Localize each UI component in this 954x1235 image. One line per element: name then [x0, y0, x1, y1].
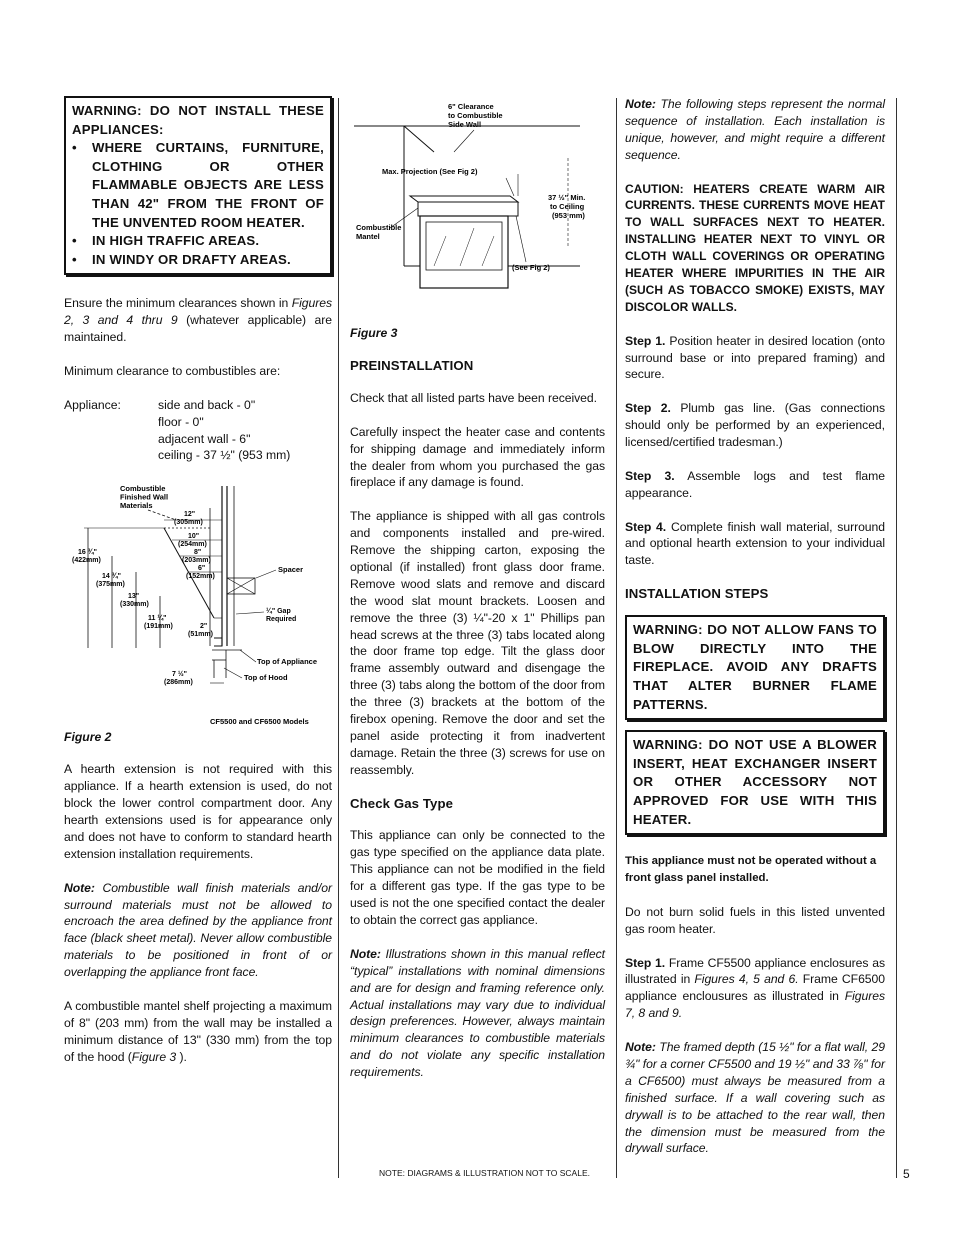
- text-run: ).: [176, 1049, 187, 1064]
- step-text: Position heater in desired location (onto surround base or into prepared framing) and secure.: [625, 333, 885, 382]
- svg-text:2"(51mm): 2" (51mm): [188, 623, 213, 639]
- warning-list: [72, 139, 324, 269]
- note-paragraph: [64, 880, 332, 981]
- column-rule-left: [338, 98, 339, 1178]
- gas-type-paragraph: This appliance can only be connected to the gas type specified on the appliance data plate. This appliance can not be modified in the field for a different gas type. If the gas type to be used is not the one specified contact the dealer to obtain the correct gas appliance.: [350, 828, 605, 928]
- step-text: Plumb gas line. (Gas connections should only be performed by an experienced, licensed/certified tradesman.): [625, 401, 885, 450]
- warning-title: WARNING: DO NOT INSTALL THESE APPLIANCES:: [72, 103, 324, 137]
- note-label: Note:: [625, 1040, 656, 1055]
- page-number: 5: [903, 1167, 910, 1181]
- text-run: A combustible mantel shelf projecting a maximum of 8" (203 mm) from the wall may be installed a minimum distance of 13" (330 mm) from the top of the hood (: [64, 998, 332, 1064]
- fig2-dim-6: 6": [198, 565, 206, 573]
- illustration-note: [350, 946, 605, 1081]
- solid-fuel-warning: Do not burn solid fuels in this listed unvented gas room heater.: [625, 904, 885, 936]
- fig2-dim-16: 16 ¾": [78, 549, 97, 557]
- svg-text:CombustibleMantel: Combustible Mantel: [356, 223, 402, 241]
- fig3-projection: Max. Projection (See Fig 2): [382, 167, 478, 176]
- note-text: The framed depth (15 ½" for a flat wall, 29 ¾" for a corner CF5500 and 19 ½" and 33 ⅞" for a CF6500) must always be measured from a finished surface. If a wall covering such as drywall is to be attached to the rear wall, then the dimension must be measured from the drywall surface.: [625, 1040, 885, 1156]
- framed-depth-note: [625, 1039, 885, 1157]
- text-run: Frame CF5500 appliance enclosures as illustrated in: [625, 955, 885, 987]
- scale-note: NOTE: DIAGRAMS & ILLUSTRATION NOT TO SCALE.: [379, 1168, 590, 1178]
- svg-text:¼" GapRequired: ¼" Gap Required: [266, 608, 297, 624]
- appliance-label: Appliance:: [64, 397, 121, 412]
- note-label: Note:: [625, 97, 656, 111]
- fig3-see-fig2: (See Fig 2): [512, 263, 550, 272]
- install-warning-box: [64, 96, 332, 275]
- fan-warning-box: WARNING: DO NOT ALLOW FANS TO BLOW DIRECTLY INTO THE FIREPLACE. AVOID ANY DRAFTS THAT ALTER BURNER FLAME PATTERNS.: [625, 615, 885, 720]
- install-step-1: [625, 955, 885, 1023]
- text-run: Frame CF6500 appliance enclousures as illustrated in: [625, 972, 885, 1004]
- mantel-paragraph: [64, 998, 332, 1066]
- text-run: (whatever applicable) are maintained.: [64, 313, 332, 345]
- svg-text:12"(305mm): 12" (305mm): [174, 511, 203, 527]
- step-label: Step 1.: [625, 333, 666, 348]
- column-rule-right: [616, 98, 617, 1178]
- note-text: Illustrations shown in this manual reflect “typical” installations with nominal dimensions and are for design and framing reference only. Actual installations may vary due to individual design preferences. However, always maintain minimum clearances to combustible materials and do not violate any specific installation requirements.: [350, 946, 605, 1080]
- clearance-row: side and back - 0": [158, 397, 256, 412]
- note-label: Note:: [350, 946, 381, 961]
- text-run: Ensure the minimum clearances shown in: [64, 296, 292, 311]
- appliance-clearances: [64, 397, 332, 465]
- figure-ref: Figure 3: [131, 1049, 177, 1064]
- step-1: [625, 333, 885, 384]
- fig2-dim-13: 13": [128, 593, 140, 601]
- fig2-dim-12: 12": [184, 511, 196, 519]
- fig2-models: CF5500 and CF6500 Models: [210, 717, 309, 727]
- figure-ref: Figures 7, 8 and 9.: [625, 989, 885, 1021]
- fig2-top-hood: Top of Hood: [244, 673, 288, 683]
- clearance-row: ceiling - 37 ½" (953 mm): [158, 448, 291, 463]
- figure-ref: Figures 2, 3 and 4 thru 9: [64, 296, 332, 328]
- svg-text:14 ¾"(375mm): 14 ¾" (375mm): [96, 573, 125, 589]
- figure-3-caption: Figure 3: [350, 326, 398, 340]
- gas-type-heading: Check Gas Type: [350, 795, 454, 811]
- preinstallation-heading: PREINSTALLATION: [350, 358, 474, 373]
- svg-text:6"(152mm): 6" (152mm): [186, 565, 215, 581]
- svg-text:16 ¾"(422mm): 16 ¾" (422mm): [72, 549, 101, 565]
- step-2: [625, 400, 885, 451]
- clearance-row: adjacent wall - 6": [158, 431, 251, 446]
- min-clearance-heading: Minimum clearance to combustibles are:: [64, 363, 281, 378]
- column-rule-edge: [896, 98, 897, 1178]
- fig3-top-label: 6" Clearance: [448, 102, 494, 111]
- note-label: Note:: [64, 880, 95, 895]
- fig2-dim-10: 10": [188, 533, 200, 541]
- figure-2-diagram: [64, 478, 332, 738]
- fig2-dim-2: 2": [200, 623, 208, 631]
- fig3-min-ceiling: 37 ½" Min.: [548, 193, 586, 202]
- clearance-row: floor - 0": [158, 414, 204, 429]
- caution-paragraph: CAUTION: HEATERS CREATE WARM AIR CURRENTS. THESE CURRENTS MOVE HEAT TO WALL SURFACES NEXT TO HEATER. INSTALLING HEATER NEXT TO VINYL OR CLOTH WALL COVERINGS OR OPERATING HEATER WHERE IMPURITIES IN THE AIR (SUCH AS TOBACCO SMOKE) EXISTS, MAY DISCOLOR WALLS.: [625, 181, 885, 314]
- step-label: Step 1.: [625, 955, 666, 970]
- inspect-paragraph: Carefully inspect the heater case and contents for shipping damage and immediately inform the dealer from whom you purchased the gas fireplace if any damage is found.: [350, 424, 605, 490]
- svg-text:8"(203mm): 8" (203mm): [182, 549, 211, 565]
- figure-3-diagram: [350, 96, 605, 306]
- fig3-mantel: Combustible: [356, 223, 402, 232]
- fig2-top-appliance: Top of Appliance: [257, 657, 317, 667]
- glass-panel-note: This appliance must not be operated without a front glass panel installed.: [625, 855, 877, 885]
- svg-text:11 ¼"(191mm): 11 ¼" (191mm): [144, 615, 173, 631]
- parts-check: Check that all listed parts have been received.: [350, 390, 597, 405]
- note-text: The following steps represent the normal sequence of installation. Each installation is unique, however, and might require a different sequence.: [625, 97, 885, 162]
- column-middle: [350, 96, 605, 1081]
- step-4: [625, 519, 885, 570]
- svg-text:10"(254mm): 10" (254mm): [178, 533, 207, 549]
- blower-warning-box: WARNING: DO NOT USE A BLOWER INSERT, HEAT EXCHANGER INSERT OR OTHER ACCESSORY NOT APPROVED FOR USE WITH THIS HEATER.: [625, 730, 885, 835]
- fig2-wall-label: Combustible Finished Wall Materials: [120, 484, 169, 511]
- sequence-note: [625, 96, 885, 164]
- fig2-gap: ¼" Gap: [266, 608, 291, 616]
- step-text: Complete finish wall material, surround and optional hearth extension to your individual taste.: [625, 519, 885, 568]
- svg-text:7 ½"(286mm): 7 ½" (286mm): [164, 671, 193, 687]
- warning-item: • IN WINDY OR DRAFTY AREAS.: [72, 251, 324, 270]
- fig2-spacer: Spacer: [278, 565, 304, 575]
- hearth-paragraph: A hearth extension is not required with this appliance. If a hearth extension is used, do not block the lower control compartment door. Any hearth extensions used is for appearance only and does not have to conform to standard hearth extension installation requirements.: [64, 762, 332, 861]
- svg-text:37 ½" Min.to Ceiling(953 mm): 37 ½" Min. to Ceiling (953 mm): [548, 193, 586, 220]
- svg-text:13"(330mm): 13" (330mm): [120, 593, 149, 609]
- fig2-dim-8: 8": [194, 549, 202, 557]
- step-label: Step 4.: [625, 519, 667, 534]
- column-right: [625, 96, 885, 1157]
- svg-text:6" Clearanceto CombustibleSide: 6" Clearance to Combustible Side Wall: [448, 102, 503, 129]
- clearance-paragraph: [64, 295, 332, 346]
- step-3: [625, 468, 885, 502]
- figure-ref: Figures 4, 5 and 6.: [694, 972, 799, 987]
- fig2-dim-7: 7 ½": [172, 671, 187, 679]
- warning-item: • IN HIGH TRAFFIC AREAS.: [72, 232, 324, 251]
- figure-2-caption: Figure 2: [64, 730, 112, 745]
- step-label: Step 2.: [625, 401, 671, 416]
- unpack-paragraph: The appliance is shipped with all gas controls and components installed and pre-wired. Remove the shipping carton, exposing the optional (if installed) front glass door frame. Remove wood slats and remove and discard the wood slat mount brackets. Loosen and remove the three (3) ¼"-20 x 1" Phillips pan head screws at the three (3) tabs located along the door frame top edge. Tilt the glass door frame assembly outward and disengage the three (3) tabs along the bottom of the door from the three (3) brackets at the bottom of the firebox opening. Remove the door and set the panel aside protecting it from inadvertent damage. Retain the three (3) screws for use on reassembly.: [350, 509, 605, 777]
- step-label: Step 3.: [625, 468, 675, 483]
- installation-steps-heading: INSTALLATION STEPS: [625, 586, 769, 602]
- step-text: Assemble logs and test flame appearance.: [625, 468, 885, 500]
- warning-item: • WHERE CURTAINS, FURNITURE, CLOTHING OR OTHER FLAMMABLE OBJECTS ARE LESS THAN 42" FROM THE FRONT OF THE UNVENTED ROOM HEATER.: [72, 139, 324, 232]
- note-text: Combustible wall finish materials and/or surround materials must not be allowed to encroach the area defined by the appliance front face (black sheet metal). Never allow combustible materials to be positioned in front of or overlapping the appliance front face.: [64, 880, 332, 980]
- column-left: [64, 96, 332, 1066]
- fig2-dim-11: 11 ¼": [148, 615, 167, 623]
- fig2-dim-14: 14 ¾": [102, 573, 121, 581]
